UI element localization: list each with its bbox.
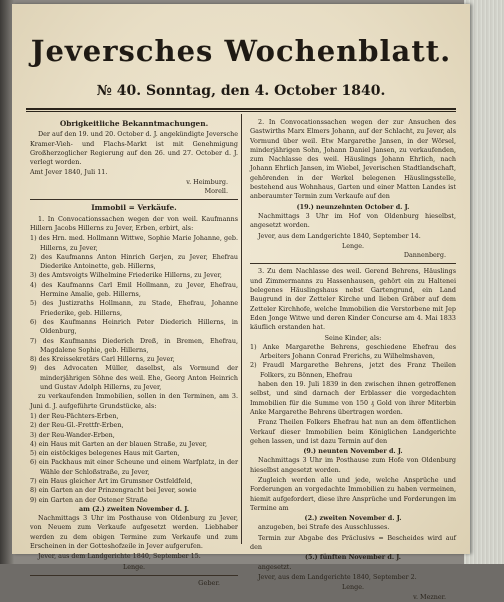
header-rule-thin [26, 111, 456, 112]
sale-date: am (2.) zweiten November d. J. [78, 504, 190, 513]
official-notice-text: Der auf den 19. und 20. October d. J. angekündigte Jeversche Kramer-Vieh- und Flachs-Markt ist mit Genehmigung Großherzoglicher Regierung auf den 26. und 27. October d. J. verlegt worden. [30, 130, 238, 167]
notice-3-text-3: Franz Theilen Folkers Ehefrau hat nun an dem öffentlichen Verkauf dieser Immobilien beim Königlichen Landgerichte gehen lassen, und ist dazu Termin auf den [250, 418, 456, 445]
official-notices-heading: Obrigkeitliche Bekanntmachungen. [59, 119, 209, 128]
sale-place: Jever, aus dem Landgerichte 1840, September 15. [38, 552, 201, 561]
plot-item: 2) der Reu-Gl.-Frettfr-Erben, [30, 421, 124, 430]
masthead-title: Jeversches Wochenblatt. [30, 34, 452, 68]
issue-dateline: № 40. Sonntag, den 4. October 1840. [96, 83, 386, 99]
notice-3-signature-2: v. Mezner. [413, 592, 446, 601]
heir-item: 1) Anke Margarethe Behrens, geschiedene Ehefrau des Arbeiters Johann Conrad Frerichs, zu Wilhelmshaven, [250, 342, 456, 361]
official-notice-signature-2: Morell. [204, 187, 228, 196]
notice-3-text-7: Termin zur Abgabe des Präclusivs = Bescheides wird auf den [250, 533, 456, 552]
property-sales-heading: Immobil = Verkäufe. [91, 203, 177, 213]
notice-3-location: Dannenberg. [403, 251, 446, 260]
notice-3-text-8: angesetzt. [258, 562, 292, 571]
plot-item: 1) der Reu-Pächters-Erben, [30, 411, 119, 420]
notice-2-signature: Lenge. [341, 241, 365, 250]
section-rule [250, 263, 456, 264]
heir-item: 6) des Kaufmanns Heinrich Peter Diederich Hillerns, in Oldenburg, [30, 317, 238, 336]
newspaper-page [12, 4, 470, 601]
heirs-heading: Seine Kinder, als: [324, 333, 382, 342]
heir-item: 9) des Advocaten Müller, daselbst, als Vormund der minderjährigen Söhne des weil. Ehe, Georg Anton Heinrich und Gustav Adolph Hillerns, zu Jever, [30, 364, 238, 392]
plot-item: 9) ein Garten an der Ostener Straße [30, 495, 148, 504]
sale-signature: Lenge. [122, 562, 146, 571]
notice-3-date-2: (2.) zweiten November d. J. [304, 514, 402, 523]
notice-3-signature: Lenge. [341, 583, 365, 592]
plot-item: 3) der Reu-Wander-Erben, [30, 430, 115, 439]
plot-item: 4) ein Haus mit Garten an der blauen Straße, zu Jever, [30, 439, 208, 448]
plot-item: 5) ein eistöckiges belegenes Haus mit Garten, [30, 449, 180, 458]
heir-item: 2) des Kaufmanns Anton Hinrich Gerjen, zu Jever, Ehefrau Diederike Antoinette, geb. Hillerns, [30, 252, 238, 271]
box-signature: Geber. [198, 578, 220, 587]
heir-item: 5) des Justizraths Hollmann, zu Stade, Ehefrau, Johanne Friederike, geb. Hillerns, [30, 299, 238, 317]
notice-3-text: 3. Zu dem Nachlasse des weil. Gerend Behrens, Häuslings und Zimmermanns zu Hassenhausen, gehört ein zu Haltenei belegenes Häuslingshaus nebst Gartengrund, ein Land Baugrund in der Zetteler Kirche und lieben Gräber auf dem Zetteler Kirchhofe, welche Immobilien die Verstorbene mit Jep Eden Jonge Witwe und deren Kinder Concurse am 4. Mai 1833 käuflich erstanden hat. [250, 267, 456, 332]
notice-2-more: Nachmittags 3 Uhr im Hof von Oldenburg hieselbst, angesetzt worden. [250, 211, 456, 230]
notice-3-text-6: anzugeben, bei Strafe des Ausschlusses. [258, 523, 390, 532]
sale-intro: 1. In Convocationssachen wegen der von weil. Kaufmanns Hillern Jacobs Hillerns zu Jever, Erben, erbirt, als: [30, 214, 238, 232]
section-rule [30, 575, 238, 576]
heir-item: 7) des Kaufmanns Diederich Dreß, in Bremen, Ehefrau, Magdalene Sophie, geb. Hillerns, [30, 336, 238, 354]
right-column [250, 118, 456, 602]
plot-item: 8) ein Garten an der Prinzengracht bei Jever, sowie [30, 486, 197, 495]
heir-item: 4) des Kaufmanns Carl Emil Hollmann, zu Jever, Ehefrau, Hermine Amalie, geb. Hillerns, [30, 280, 238, 299]
column-divider [241, 114, 242, 544]
notice-2-place: Jever, aus dem Landgerichte 1840, September 14. [258, 231, 421, 240]
notice-3-text-5: Zugleich werden alle und jede, welche Ansprüche und Forderungen an vorgedachte Immobilien zu haben vermeinen, hiemit aufgefordert, diese ihre Ansprüche und Forderungen im Termine am [250, 475, 456, 512]
heir-item: 8) des Kreissekretärs Carl Hillerns, zu Jever, [30, 355, 175, 364]
section-rule [30, 199, 238, 200]
header-rule [26, 108, 456, 110]
notice-2-date: (19.) neunzehnten October d. J. [296, 202, 410, 211]
notice-3-text-4: Nachmittags 3 Uhr im Posthause zum Hofe von Oldenburg hieselbst angesetzt worden. [250, 456, 456, 474]
heir-item: 3) des Amtsvoigts Wilhelmine Friederike Hillerns, zu Jever, [30, 271, 222, 280]
notice-3-date-3: (5.) fünften November d. J. [304, 553, 402, 562]
heir-item: 2) Fraudl Margarethe Behrens, jetzt des Franz Theilen Folkers, zu Bönnen, Ehefrau [250, 361, 456, 379]
official-notice-signature: v. Heimburg. [186, 177, 228, 186]
left-column [30, 118, 238, 588]
sale-lead: zu verkaufenden Immobilien, sollen in den Terminen, am 3. Juni d. J. aufgeführte Grundstücke, als: [30, 392, 238, 410]
plot-item: 6) ein Packhaus mit einer Scheune und einem Warfplatz, in der Wähle der Schloßstraße, zu Jever, [30, 458, 238, 476]
official-notice-place: Amt Jever 1840, Juli 11. [30, 168, 108, 177]
notice-3-date: (9.) neunten November d. J. [303, 447, 403, 456]
notice-2-text: 2. In Convocationssachen wegen der zur Ansuchen des Gastwirths Marx Elmers Johann, auf der Schlacht, zu Jever, als Vormund über weil. Etw Margarethe Jansen, in der Wörsel, minderjährigen Sohn, Johann Daniel Jansen, zu verkaufenden, zum Nachlasse des weil. Häuslings Johann Ehrlich, nach Johann Ehrlich Jansen, im Wiebel, Jeverischen Stadtlandschaft, gehörenden in der Werkel belegenen Häuslingsstelle, bestehend aus Wohnhaus, Garten und einer Matten Landes ist anberaumter Termin zum Verkaufe auf den [250, 118, 456, 201]
heir-item: 1) des Hrn. med. Hollmann Wittwe, Sophie Marie Johanne, geb. Hillerns, zu Jever, [30, 234, 238, 252]
notice-3-place: Jever, aus dem Landgerichte 1840, September 2. [258, 572, 417, 581]
plot-item: 7) ein Haus gleicher Art im Grumsner Ostfeldfeld, [30, 476, 193, 485]
sale-text: Nachmittags 3 Uhr im Posthause von Oldenburg zu Jever, von Neuem zum Verkaufe aufgesetzt werden. Liebhaber werden zu dem obigen Termine zum Verkaufe und zum Erscheinen in der Gotteshofzeile in Jever aufgerufen. [30, 514, 238, 551]
notice-3-text-2: haben den 19. Juli 1839 in den zwischen ihnen getroffenen selbst, und sind darnach der Erblasser die vorgedachten Immobilien für die Summe von 150 ₰ Gold von ihrer Miterbin Anke Margarethe Behrens übertragen worden. [250, 380, 456, 416]
page-stack-edge [464, 0, 504, 564]
